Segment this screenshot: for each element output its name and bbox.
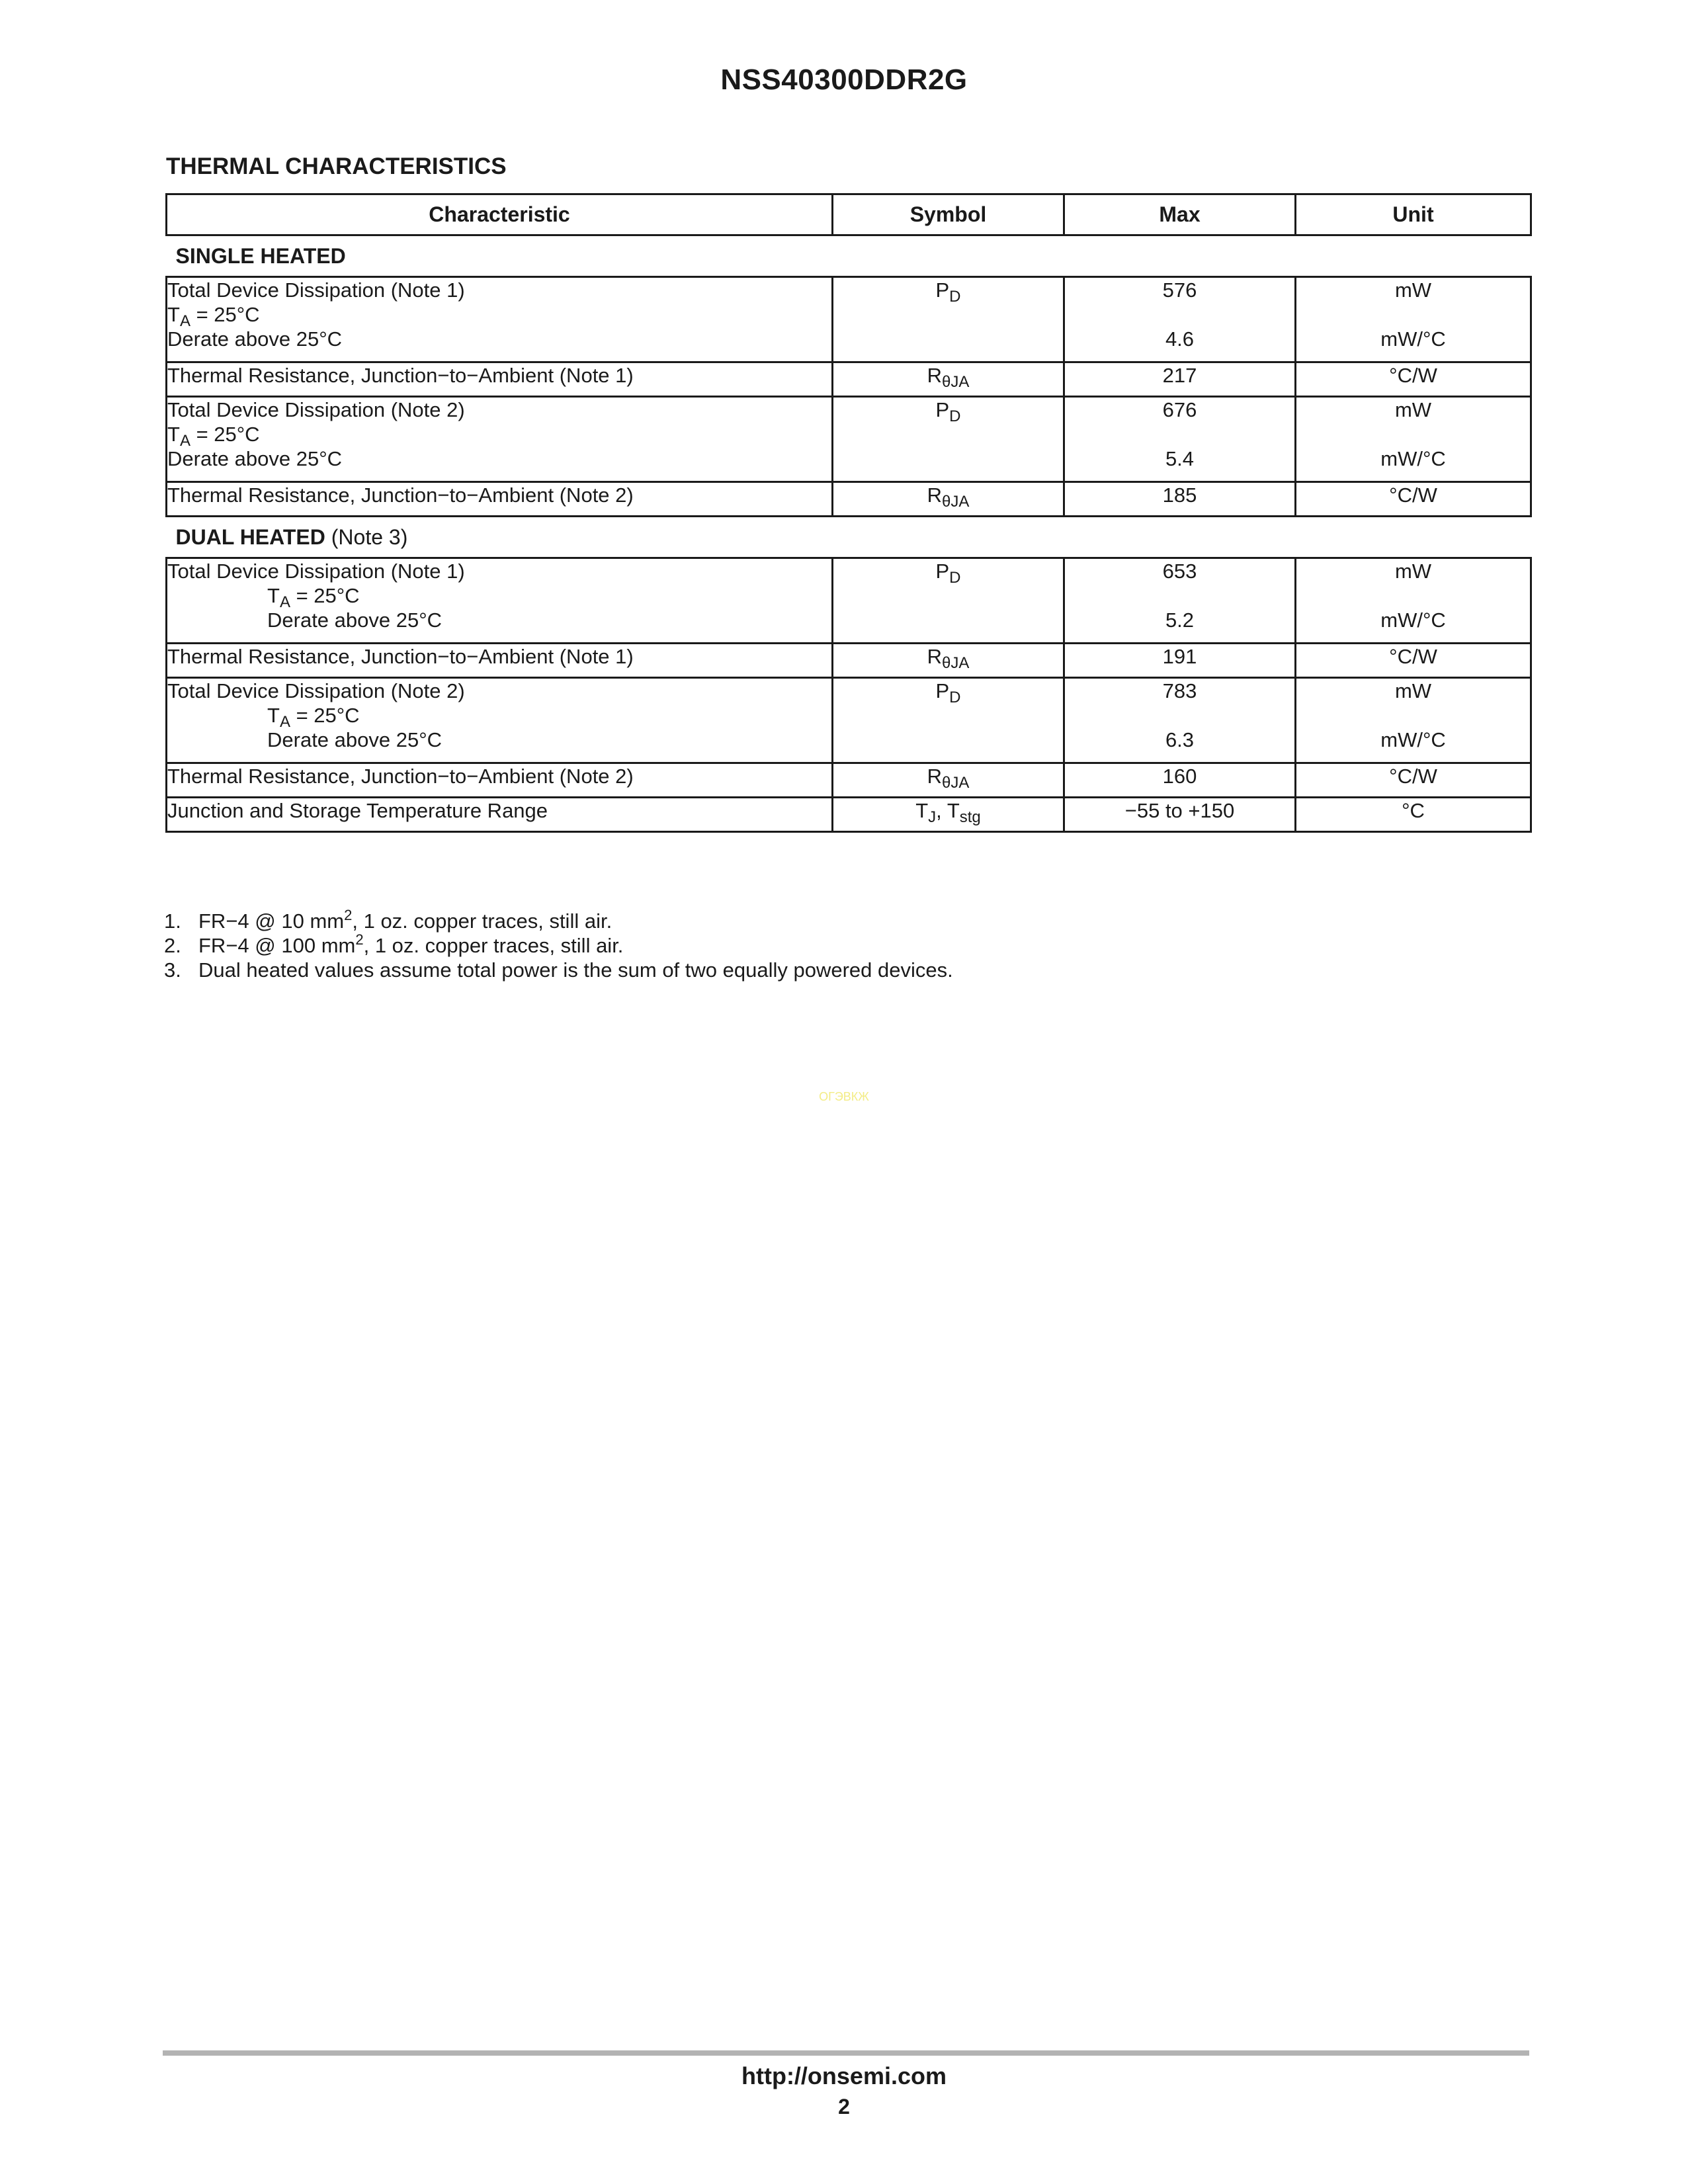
table-row xyxy=(167,362,1531,397)
derate-text: Derate above 25°C xyxy=(167,447,342,470)
max-cell: 576 4.6 xyxy=(1064,277,1296,362)
watermark: ОГЭВКЖ xyxy=(819,1090,869,1103)
characteristic-cell xyxy=(167,277,833,362)
characteristic-cell: Thermal Resistance, Junction−to−Ambient (Note 1) xyxy=(167,644,833,678)
characteristic-cell: Thermal Resistance, Junction−to−Ambient (Note 2) xyxy=(167,482,833,517)
symbol-cell: $P_D$ xyxy=(833,558,1064,644)
characteristic-text: Total Device Dissipation (Note 1) xyxy=(167,278,465,302)
unit-cell: mW mW/°C xyxy=(1296,558,1531,644)
unit-cell: °C/W xyxy=(1296,362,1531,397)
table-row xyxy=(167,558,1531,644)
unit-cell: mW mW/°C xyxy=(1296,678,1531,763)
max-cell: 185 xyxy=(1064,482,1296,517)
unit-cell: °C xyxy=(1296,798,1531,832)
footer-url-link[interactable]: http://onsemi.com xyxy=(741,2062,947,2089)
symbol-cell: $P_D$ xyxy=(833,397,1064,482)
footnote: 1. FR−4 @ 10 $mm^2$, 1 oz. copper traces, still air. xyxy=(164,907,612,933)
section-title: THERMAL CHARACTERISTICS xyxy=(166,153,507,179)
characteristic-cell xyxy=(167,558,833,644)
characteristic-cell xyxy=(167,397,833,482)
group-label: SINGLE HEATED xyxy=(175,243,346,268)
table-header-row xyxy=(167,194,1531,235)
characteristic-text: Total Device Dissipation (Note 1) xyxy=(167,560,465,583)
condition-text: $T_A = 25^\circ C$ xyxy=(167,423,260,450)
table-row xyxy=(167,678,1531,763)
group-label: DUAL HEATED xyxy=(175,525,325,549)
symbol-cell: $P_D$ xyxy=(833,277,1064,362)
characteristic-text: Total Device Dissipation (Note 2) xyxy=(167,398,465,421)
max-cell: −55 to +150 xyxy=(1064,798,1296,832)
characteristic-cell: Thermal Resistance, Junction−to−Ambient (Note 1) xyxy=(167,362,833,397)
table-row xyxy=(167,644,1531,678)
characteristic-cell xyxy=(167,678,833,763)
unit-cell: °C/W xyxy=(1296,482,1531,517)
max-cell: 160 xyxy=(1064,763,1296,798)
derate-text: Derate above 25°C xyxy=(267,728,442,751)
footer-divider xyxy=(163,2050,1529,2056)
max-cell: 676 5.4 xyxy=(1064,397,1296,482)
unit-cell: °C/W xyxy=(1296,763,1531,798)
unit-cell: mW mW/°C xyxy=(1296,397,1531,482)
footnote: 2. FR−4 @ 100 $mm^2$, 1 oz. copper traces, still air. xyxy=(164,931,624,957)
footnote: 3. Dual heated values assume total power is the sum of two equally powered devices. xyxy=(164,958,953,982)
table-row xyxy=(167,277,1531,362)
header-unit: Unit xyxy=(1296,194,1531,235)
symbol-cell: $R_{\theta JA}$ xyxy=(833,763,1064,798)
symbol-cell: $T_J$, $T_{stg}$ xyxy=(833,798,1064,832)
unit-cell: mW mW/°C xyxy=(1296,277,1531,362)
table-row xyxy=(167,397,1531,482)
page-number: 2 xyxy=(838,2095,850,2119)
symbol-cell: $R_{\theta JA}$ xyxy=(833,482,1064,517)
table-row xyxy=(167,798,1531,832)
characteristic-cell: Thermal Resistance, Junction−to−Ambient (Note 2) xyxy=(167,763,833,798)
condition-text: $T_A = 25^\circ C$ xyxy=(167,303,260,330)
thermal-characteristics-table xyxy=(165,193,1532,833)
characteristic-text: Total Device Dissipation (Note 2) xyxy=(167,679,465,702)
header-max: Max xyxy=(1064,194,1296,235)
max-cell: 217 xyxy=(1064,362,1296,397)
group-row-single-heated xyxy=(167,235,1531,277)
header-characteristic: Characteristic xyxy=(167,194,833,235)
max-cell: 191 xyxy=(1064,644,1296,678)
max-cell: 653 5.2 xyxy=(1064,558,1296,644)
derate-text: Derate above 25°C xyxy=(267,609,442,632)
condition-text: $T_A = 25^\circ C$ xyxy=(267,584,360,611)
max-cell: 783 6.3 xyxy=(1064,678,1296,763)
footnotes xyxy=(164,909,953,982)
condition-text: $T_A = 25^\circ C$ xyxy=(267,704,360,731)
derate-text: Derate above 25°C xyxy=(167,327,342,351)
document-title: NSS40300DDR2G xyxy=(720,63,968,96)
group-row-dual-heated xyxy=(167,517,1531,558)
unit-cell: °C/W xyxy=(1296,644,1531,678)
symbol-cell: $R_{\theta JA}$ xyxy=(833,362,1064,397)
symbol-cell: $R_{\theta JA}$ xyxy=(833,644,1064,678)
header-symbol: Symbol xyxy=(833,194,1064,235)
group-label-note: (Note 3) xyxy=(325,525,408,549)
table-row xyxy=(167,482,1531,517)
characteristic-cell: Junction and Storage Temperature Range xyxy=(167,798,833,832)
table-row xyxy=(167,763,1531,798)
symbol-cell: $P_D$ xyxy=(833,678,1064,763)
